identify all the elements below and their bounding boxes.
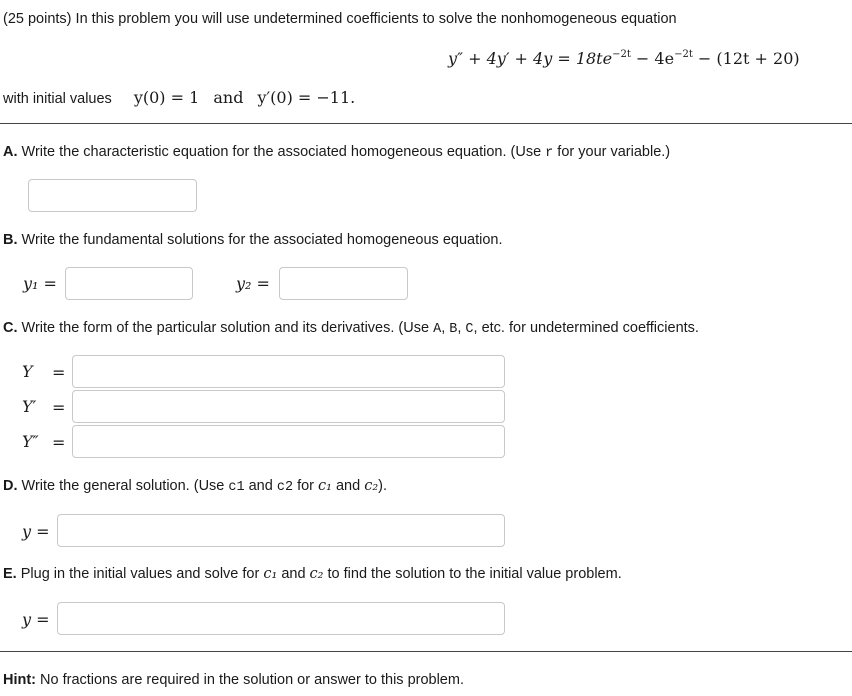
c2-math: c₂ (364, 478, 379, 494)
initial-values (3, 88, 355, 107)
ode-lhs: y″ + 4y′ + 4y = 18te (448, 49, 613, 68)
hint-label: Hint: (3, 672, 37, 688)
Yp-input[interactable] (72, 390, 505, 423)
ode-mid: − 4e (630, 49, 675, 68)
e-c1-math: c₁ (263, 566, 278, 582)
initial-y0: y(0) = 1 (133, 88, 200, 107)
general-solution-input[interactable] (57, 514, 505, 547)
e-c2-math: c₂ (309, 566, 324, 582)
Y-eq: = (52, 363, 66, 382)
part-a-text-end: for your variable.) (553, 144, 671, 160)
divider-bottom (0, 651, 852, 652)
y1-label: y₁ = (23, 274, 57, 293)
coef-c: C (465, 322, 474, 337)
part-b-prompt (3, 232, 503, 248)
coef-b: B (449, 322, 458, 337)
comma-1: , (441, 320, 450, 336)
divider-top (0, 123, 852, 124)
part-c-text-end: , etc. for undetermined coefficients. (473, 320, 699, 336)
initial-and: and (213, 88, 244, 107)
part-e-text-end: to find the solution to the initial value problem. (323, 566, 622, 582)
y1-input[interactable] (65, 267, 193, 300)
ode-equation (448, 49, 800, 68)
problem-intro-text: (25 points) In this problem you will use undetermined coefficients to solve the nonhomogeneous equation (3, 11, 677, 27)
part-d-letter: D. (3, 478, 18, 494)
Y-label: Y (22, 362, 33, 381)
Ypp-input[interactable] (72, 425, 505, 458)
c1-code: c1 (228, 480, 245, 495)
e-and: and (277, 566, 310, 582)
and-1: and (244, 478, 277, 494)
part-b-text: Write the fundamental solutions for the associated homogeneous equation. (17, 232, 503, 248)
part-c-letter: C. (3, 320, 18, 336)
part-a-letter: A. (3, 144, 18, 160)
coef-a: A (433, 322, 442, 337)
for-text: for (293, 478, 319, 494)
part-e-letter: E. (3, 566, 17, 582)
part-a-prompt (3, 144, 670, 161)
comma-2: , (457, 320, 466, 336)
problem-intro (3, 11, 677, 27)
hint-text: No fractions are required in the solution or answer to this problem. (36, 672, 464, 688)
part-b-letter: B. (3, 232, 18, 248)
Ypp-label: Y″ (22, 432, 39, 451)
part-d-text: Write the general solution. (Use (17, 478, 229, 494)
part-c-text: Write the form of the particular solution and its derivatives. (Use (17, 320, 434, 336)
hint (3, 672, 464, 688)
Y-input[interactable] (72, 355, 505, 388)
part-a-text: Write the characteristic equation for the associated homogeneous equation. (Use (17, 144, 546, 160)
part-c-prompt (3, 320, 699, 337)
part-a-var: r (545, 146, 554, 161)
ivp-y-label: y = (22, 610, 50, 629)
part-e-prompt (3, 566, 622, 582)
initial-dy0: y′(0) = −11. (257, 88, 356, 107)
and-2: and (331, 478, 365, 494)
Yp-label: Y′ (22, 397, 37, 416)
y2-input[interactable] (279, 267, 408, 300)
y2-label: y₂ = (236, 274, 270, 293)
part-e-text: Plug in the initial values and solve for (16, 566, 264, 582)
general-y-label: y = (22, 522, 50, 541)
ivp-solution-input[interactable] (57, 602, 505, 635)
ode-exp2: −2t (674, 49, 693, 60)
ode-exp1: −2t (612, 49, 631, 60)
c1-math: c₁ (318, 478, 332, 494)
Yp-eq: = (52, 398, 66, 417)
ode-tail: − (12t + 20) (692, 49, 800, 68)
Ypp-eq: = (52, 433, 66, 452)
part-d-prompt (3, 478, 387, 495)
characteristic-equation-input[interactable] (28, 179, 197, 212)
part-d-end: ). (378, 478, 388, 494)
initial-label: with initial values (3, 91, 112, 107)
c2-code: c2 (276, 480, 294, 495)
